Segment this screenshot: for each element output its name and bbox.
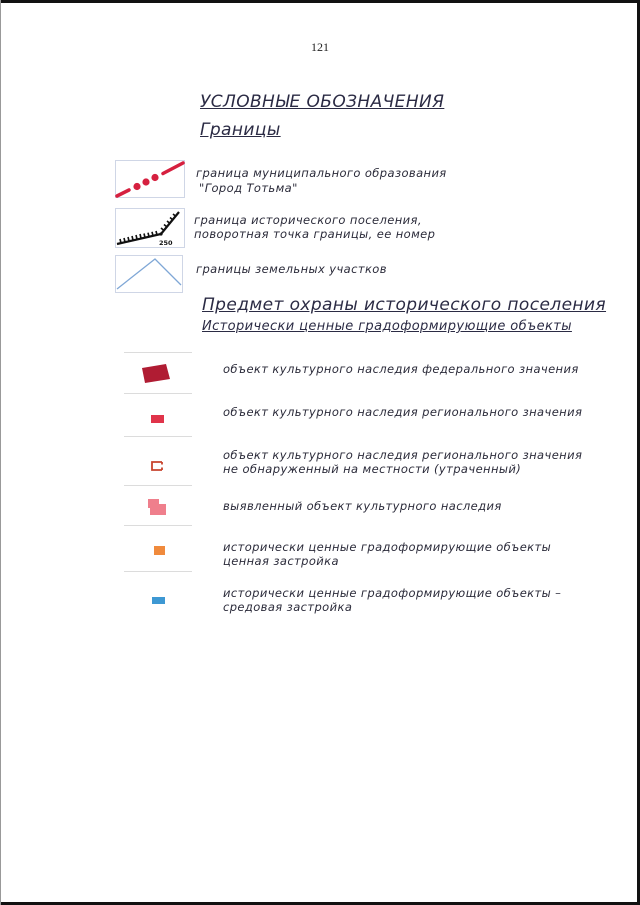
valuable-buildings-label-2: ценная застройка xyxy=(223,554,339,568)
land-plot-boundary-label: границы земельных участков xyxy=(196,262,387,276)
environmental-buildings-symbol xyxy=(124,580,192,620)
identified-heritage-symbol xyxy=(124,487,192,526)
federal-heritage-symbol xyxy=(124,352,192,394)
scan-edge-left xyxy=(0,0,1,905)
historic-boundary-label-2: поворотная точка границы, ее номер xyxy=(194,227,436,241)
environmental-buildings-swatch xyxy=(152,597,165,604)
lost-heritage-label: объект культурного наследия регионального значения xyxy=(223,448,583,462)
lost-heritage-label-2: не обнаруженный на местности (утраченный) xyxy=(223,462,522,476)
boundaries-heading: Границы xyxy=(200,120,281,140)
turning-point-number: 250 xyxy=(159,239,173,247)
valuable-buildings-symbol xyxy=(124,533,192,572)
valuable-buildings-swatch xyxy=(154,546,165,555)
environmental-buildings-label: исторически ценные градоформирующие объекты – xyxy=(223,586,562,600)
regional-heritage-swatch xyxy=(151,415,164,423)
valuable-buildings-label: исторически ценные градоформирующие объекты xyxy=(223,540,552,554)
identified-heritage-swatch xyxy=(146,498,168,516)
municipal-boundary-label-2: "Город Тотьма" xyxy=(199,181,298,195)
municipal-boundary-label: граница муниципального образования xyxy=(196,166,447,180)
scan-edge-top xyxy=(0,0,640,3)
regional-heritage-label: объект культурного наследия регионального значения xyxy=(223,405,583,419)
land-plot-boundary-symbol xyxy=(115,255,183,293)
protection-heading: Предмет охраны исторического поселения xyxy=(202,295,607,315)
page-number: 121 xyxy=(311,40,329,54)
legend-title: УСЛОВНЫЕ ОБОЗНАЧЕНИЯ xyxy=(200,92,445,112)
regional-heritage-symbol xyxy=(124,400,192,437)
identified-heritage-label: выявленный объект культурного наследия xyxy=(223,499,502,513)
federal-heritage-swatch xyxy=(140,363,172,385)
lost-heritage-symbol xyxy=(124,447,192,486)
historic-boundary-label: граница исторического поселения, xyxy=(194,213,422,227)
environmental-buildings-label-2: средовая застройка xyxy=(223,600,353,614)
lost-heritage-swatch xyxy=(150,460,164,472)
historic-boundary-symbol xyxy=(115,208,185,248)
municipal-boundary-symbol xyxy=(115,160,185,198)
federal-heritage-label: объект культурного наследия федерального значения xyxy=(223,362,579,376)
protection-subheading: Исторически ценные градоформирующие объекты xyxy=(202,319,572,334)
